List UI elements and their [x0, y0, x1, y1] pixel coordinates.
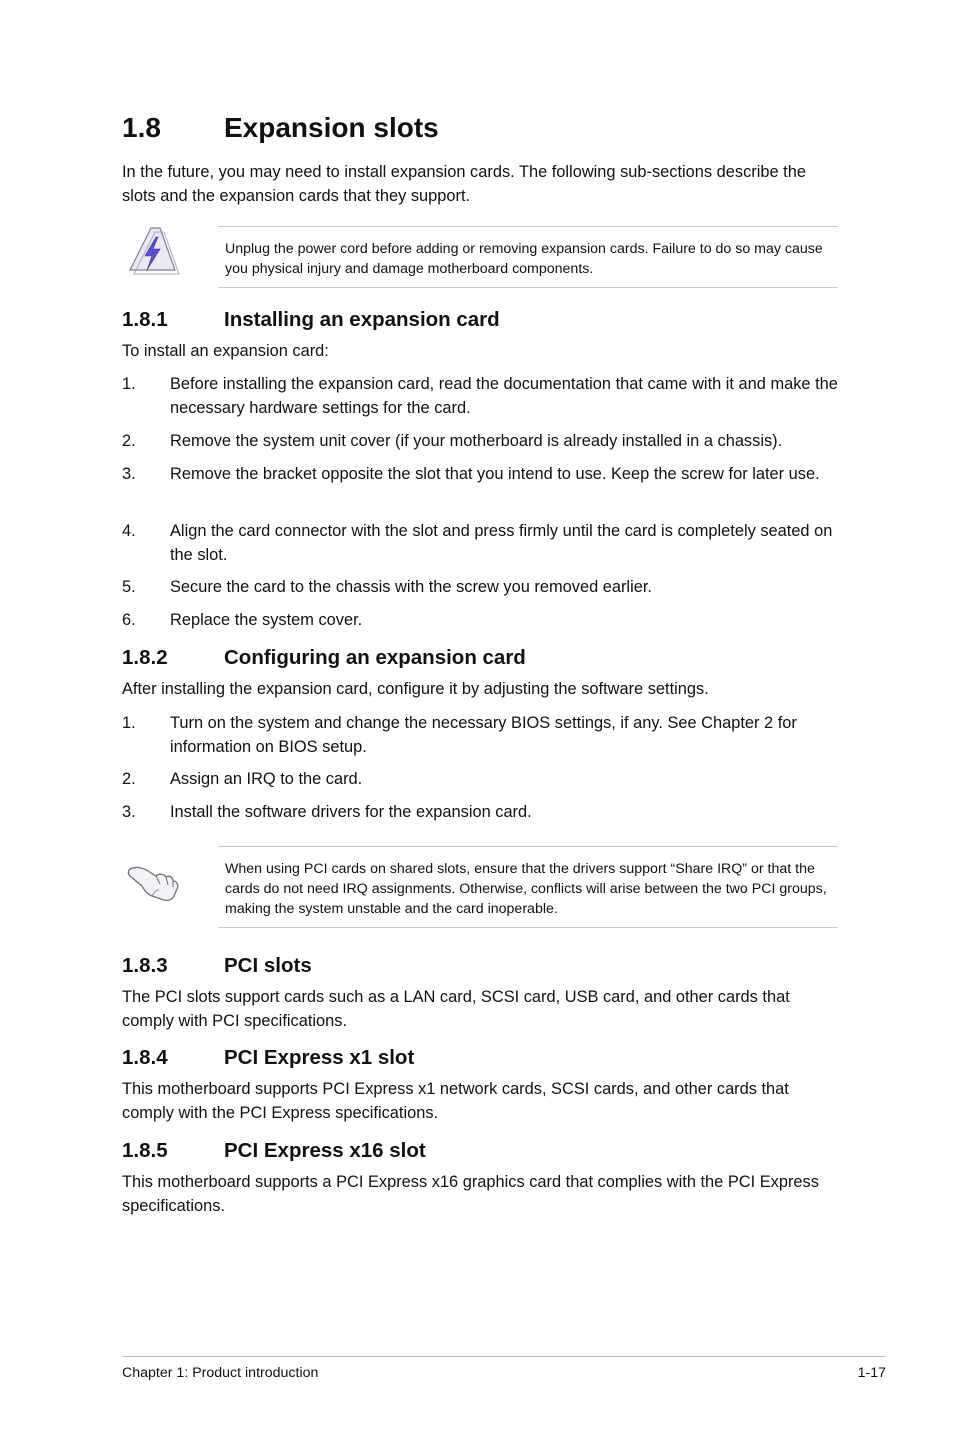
step-text: Secure the card to the chassis with the screw you removed earlier.: [170, 578, 652, 596]
pcie-x1-body: This motherboard supports PCI Express x1 network cards, SCSI cards, and other cards that comply with the PCI Express specifications.: [122, 1080, 789, 1122]
subsection-title: Installing an expansion card: [224, 308, 500, 331]
install-lead: To install an expansion card:: [122, 342, 329, 360]
subsection-heading-1-8-1: [122, 308, 500, 332]
warning-note-text: Unplug the power cord before adding or removing expansion cards. Failure to do so may cause you physical injury and damage motherboard components.: [225, 241, 823, 277]
step-number: 2.: [122, 770, 136, 788]
subsection-title: Configuring an expansion card: [224, 646, 526, 669]
step-text: Turn on the system and change the necessary BIOS settings, if any. See Chapter 2 for information on BIOS setup.: [170, 714, 797, 756]
warning-lightning-icon: [126, 225, 180, 282]
step-text: Remove the bracket opposite the slot that you intend to use. Keep the screw for later use.: [170, 465, 820, 483]
subsection-title: PCI Express x16 slot: [224, 1139, 426, 1162]
subsection-title: PCI slots: [224, 954, 312, 977]
subsection-heading-1-8-4: [122, 1046, 414, 1070]
note-divider-top: [218, 226, 838, 227]
section-title: Expansion slots: [224, 112, 439, 143]
step-text: Align the card connector with the slot and press firmly until the card is completely seated on the slot.: [170, 522, 833, 564]
step-number: 3.: [122, 465, 136, 483]
step-number: 4.: [122, 522, 136, 540]
hand-note: [122, 846, 838, 928]
section-intro: In the future, you may need to install expansion cards. The following sub-sections describe the slots and the expansion cards that they support.: [122, 163, 806, 205]
configure-lead: After installing the expansion card, configure it by adjusting the software settings.: [122, 680, 709, 698]
pointing-hand-icon: [126, 854, 182, 909]
page-number: 1-17: [857, 1365, 886, 1381]
step-number: 1.: [122, 714, 136, 732]
step-text: Before installing the expansion card, read the documentation that came with it and make the necessary hardware settings for the card.: [170, 375, 838, 417]
step-text: Replace the system cover.: [170, 611, 363, 629]
subsection-heading-1-8-2: [122, 646, 526, 670]
note-divider-bottom: [218, 927, 838, 928]
subsection-title: PCI Express x1 slot: [224, 1046, 415, 1069]
warning-note: [122, 226, 838, 288]
subsection-number: 1.8.1: [122, 308, 168, 331]
footer-divider: [122, 1356, 886, 1357]
pcie-x16-body: This motherboard supports a PCI Express x16 graphics card that complies with the PCI Express specifications.: [122, 1173, 819, 1215]
step-number: 5.: [122, 578, 136, 596]
subsection-number: 1.8.5: [122, 1139, 168, 1162]
step-number: 2.: [122, 432, 136, 450]
subsection-heading-1-8-5: [122, 1139, 426, 1163]
note-divider-bottom: [218, 287, 838, 288]
footer-chapter: Chapter 1: Product introduction: [122, 1365, 319, 1381]
step-text: Remove the system unit cover (if your motherboard is already installed in a chassis).: [170, 432, 783, 450]
step-number: 6.: [122, 611, 136, 629]
step-text: Assign an IRQ to the card.: [170, 770, 363, 788]
pci-slots-body: The PCI slots support cards such as a LAN card, SCSI card, USB card, and other cards that comply with PCI specifications.: [122, 988, 790, 1030]
step-number: 1.: [122, 375, 136, 393]
section-number: 1.8: [122, 112, 161, 143]
step-text: Install the software drivers for the expansion card.: [170, 803, 532, 821]
note-divider-top: [218, 846, 838, 847]
section-heading: [122, 112, 439, 144]
subsection-number: 1.8.3: [122, 954, 168, 977]
subsection-number: 1.8.2: [122, 646, 168, 669]
subsection-heading-1-8-3: [122, 954, 312, 978]
step-number: 3.: [122, 803, 136, 821]
hand-note-text: When using PCI cards on shared slots, ensure that the drivers support “Share IRQ” or that the cards do not need IRQ assignments. Otherwise, conflicts will arise between the two PCI groups, making the system unstable and the card inoperable.: [225, 861, 827, 917]
subsection-number: 1.8.4: [122, 1046, 168, 1069]
